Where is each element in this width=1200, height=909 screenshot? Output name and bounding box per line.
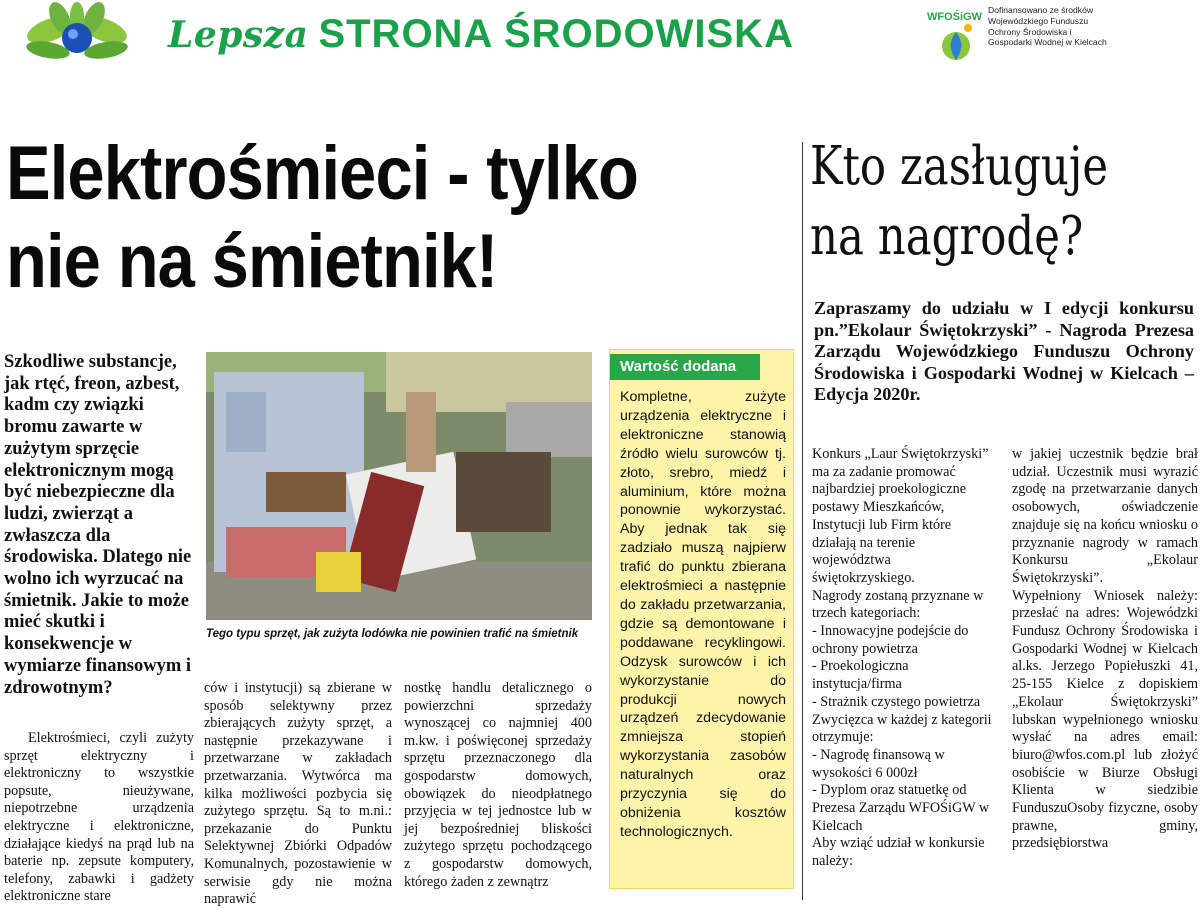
section-title bbox=[168, 12, 794, 72]
right-article-headline bbox=[810, 132, 1130, 272]
article-lead: Szkodliwe substancje, jak rtęć, freon, azbest, kadm czy związki bromu zawarte w zużytym sprzęcie elektronicznym mogą być niebezpieczne dla ludzi, zwierząt a zwłaszcza dla środowiska. Dlatego nie wolno ich wyrzucać na śmietnik. Jakie to może mieć skutki i konsekwencje w wymiarze finansowym i zdrowotnym? bbox=[4, 352, 192, 698]
article-headline-line1: Elektrośmieci - tylko bbox=[6, 131, 639, 216]
right-article-body-col1: Konkurs „Laur Świętokrzyski” ma za zadanie promować najbardziej proekologiczne postawy Mieszkańców, Instytucji lub Firm które działają na terenie województwa świętokrzyskiego. Nagrody zostaną przyznane w trzech kategoriach: - Innowacyjne podejście do ochrony powietrza - Proekologiczna instytucja/firma - Strażnik czystego powietrza Zwycięzca w każdej z kategorii otrzymuje: - Nagrodę finansową w wysokości 6 000zł - Dyplom oraz statuetkę od Prezesa Zarządu WFOŚiGW w Kielcach Aby wziąć udział w konkursie należy: bbox=[812, 446, 992, 870]
photo-caption: Tego typu sprzęt, jak zużyta lodówka nie powinien trafić na śmietnik bbox=[206, 628, 579, 640]
article-body-col1: Elektrośmieci, czyli zużyty sprzęt elektryczny i elektroniczny to wszystkie popsute, nieużywane, niepotrzebne urządzenia elektryczne i elektroniczne, działające kiedyś na prąd lub na baterie np. zepsute komputery, telefony, zabawki i gadżety elektroniczne stare bbox=[4, 730, 194, 905]
right-article-body-col2: w jakiej uczestnik będzie brał udział. Uczestnik musi wyrazić zgodę na przetwarzanie danych osobowych, oświadczenie znajduje się na końcu wniosku o przyznanie nagrody w ramach Konkursu „Ekolaur Świętokrzyski”. Wypełniony Wniosek należy: przesłać na adres: Wojewódzki Fundusz Ochrony Środowiska i Gospodarki Wodnej w Kielcach al.ks. Jerzego Popiełuszki 41, 25-155 Kielce z dopiskiem „Ekolaur Świętokrzyski” lubskan wypełnionego wniosku wysłać na adres email: biuro@wfos.com.pl lub złożyć osobiście w Biurze Obsługi Klienta w siedzibie FunduszuOsoby fizyczne, osoby prawne, gminy, przedsiębiorstwa bbox=[1012, 446, 1198, 852]
wfos-logo-text: WFOŚiGW bbox=[927, 11, 982, 23]
article-body-col2: ców i instytucji) są zbierane w sposób selektywny przez zbierających zużyty sprzęt, a następnie przekazywane i przetwarzane w zakładach przetwarzania. Wytwórca ma kilka możliwości pozbycia się zużytego sprzętu. Są to m.ni.: przekazanie do Punktu Selektywnej Zbiórki Odpadów Komunalnych, pozostawienie w serwisie gdy nie można naprawić bbox=[204, 680, 392, 908]
article-body-col3: nostkę handlu detalicznego o powierzchni sprzedaży wynoszącej co najmniej 400 m.kw. i poświęconej sprzedaży sprzętu przeznaczonego dla gospodarstw domowych, obowiązek do nieodpłatnego przyjęcia w tej jednostce lub w jej bezpośredniej bliskości zużytego sprzętu pochodzącego z gospodarstw domowych, którego żaden z zewnątrz bbox=[404, 680, 592, 890]
sidebar-box bbox=[609, 349, 794, 889]
right-article-headline-line2: na nagrodę? bbox=[810, 206, 1084, 267]
right-article-headline-line1: Kto zasługuje bbox=[810, 136, 1109, 197]
funding-note: Dofinansowano ze środków Wojewódzkiego Funduszu Ochrony Środowiska i Gospodarki Wodnej w Kielcach bbox=[988, 5, 1107, 48]
right-article-lead: Zapraszamy do udziału w I edycji konkursu pn.”Ekolaur Świętokrzyski” - Nagroda Prezesa Zarządu Wojewódzkiego Funduszu Ochrony Środowiska i Gospodarki Wodnej w Kielcach – Edycja 2020r. bbox=[814, 298, 1194, 405]
sidebar-text: Kompletne, zużyte urządzenia elektryczne i elektroniczne stanowią źródło wielu surowców tj. złoto, srebro, miedź i aluminium, które można ponownie wykorzystać. Aby jednak tak się zadziało muszą najpierw trafić do punktu zbierana elektrośmieci a następnie do zakładu przetwarzania, gdzie są demontowane i poddawane recyklingowi. Odzysk surowców i ich wykorzystanie do produkcji nowych urządzeń zdecydowanie zmniejsza stopień wykorzystania zasobów naturalnych oraz przyczynia się do obniżenia kosztów technologicznych. bbox=[620, 389, 786, 840]
lepsza-strona-logo bbox=[18, 2, 136, 68]
sidebar-title: Wartość dodana bbox=[610, 354, 760, 380]
wfos-logo bbox=[926, 4, 984, 64]
column-divider bbox=[802, 142, 803, 900]
article-headline-line2: nie na śmietnik! bbox=[6, 219, 498, 304]
section-title-lepsza: Lepsza bbox=[168, 14, 309, 56]
section-title-strona: STRONA ŚRODOWISKA bbox=[318, 12, 794, 56]
article-photo bbox=[206, 352, 592, 620]
article-headline bbox=[6, 130, 701, 306]
